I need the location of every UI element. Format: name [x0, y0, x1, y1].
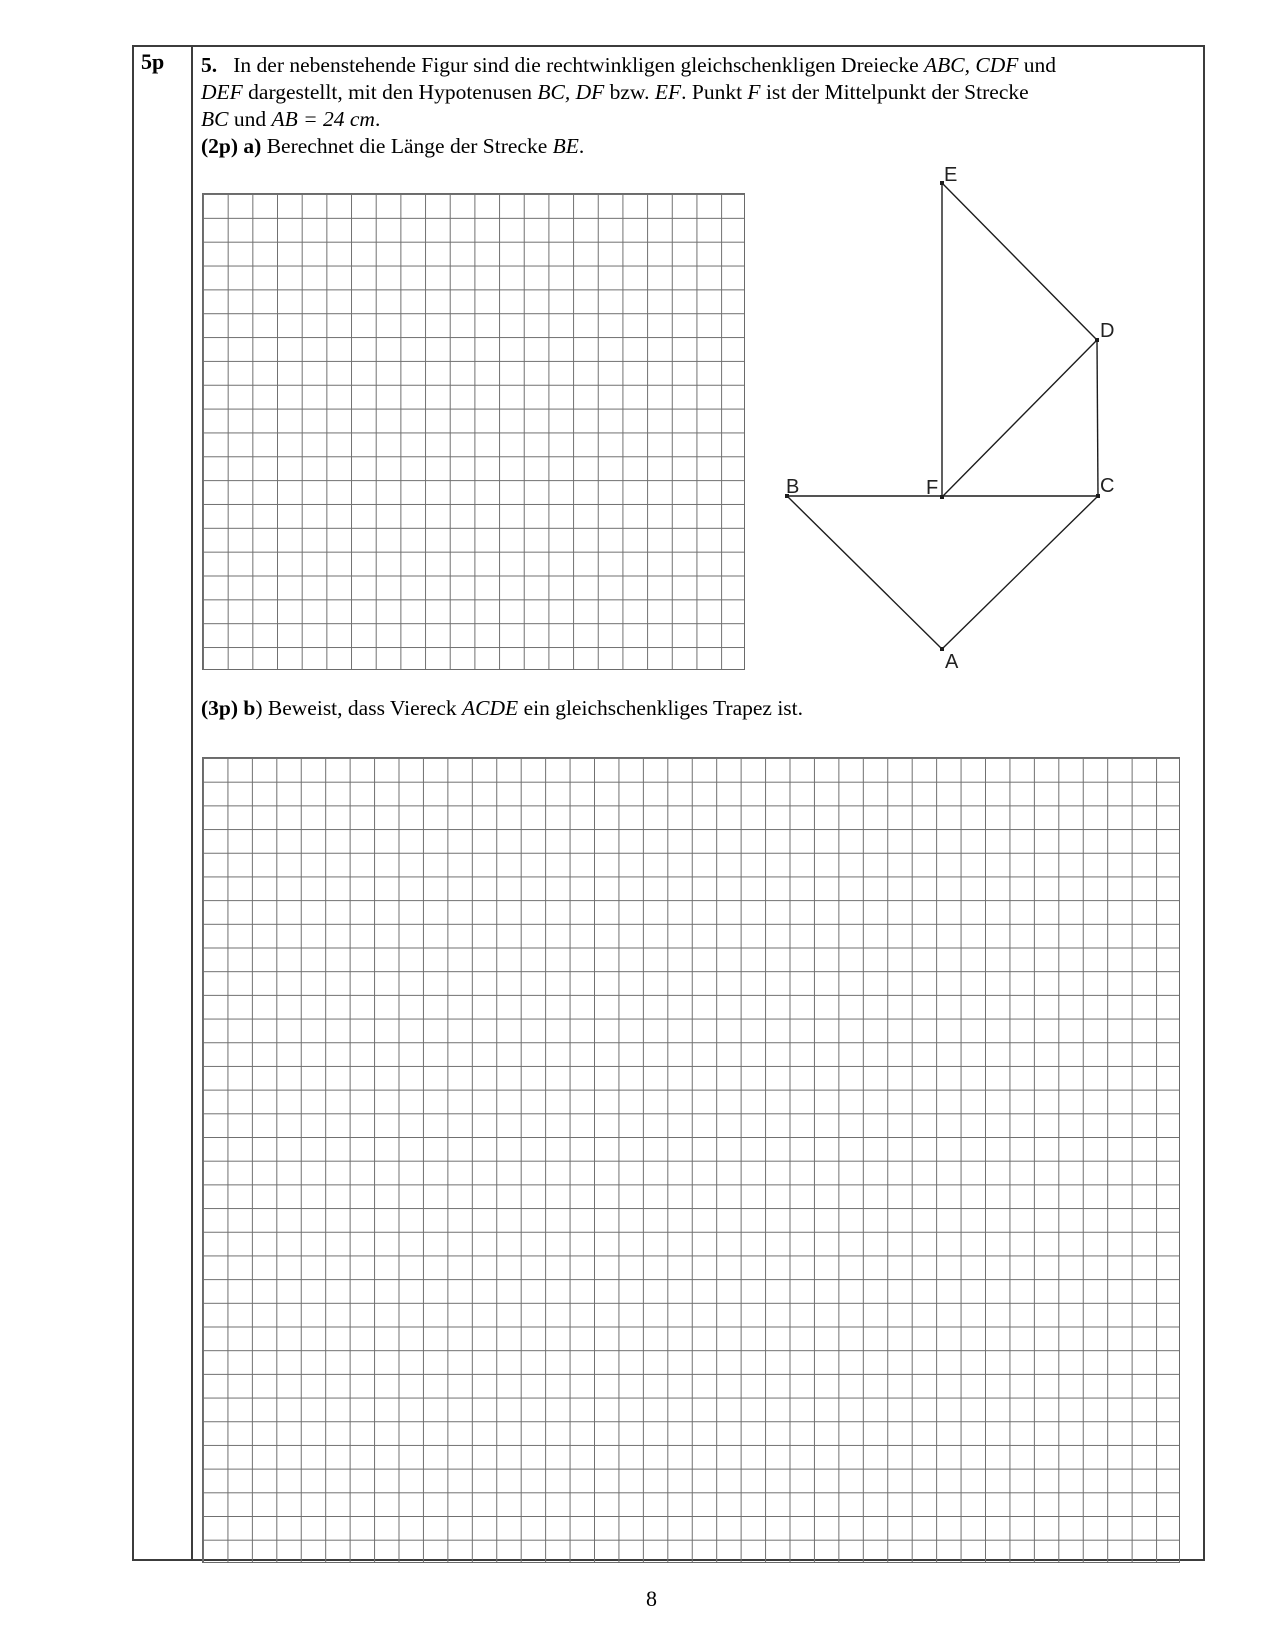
- points-cell: 5p: [141, 49, 165, 74]
- part-b-question: (3p) b) Beweist, dass Viereck ACDE ein gleichschenkliges Trapez ist.: [201, 696, 804, 720]
- answer-grid-part-a: [202, 193, 745, 670]
- segment-DC: [1097, 340, 1098, 496]
- statement-line-1: 5. In der nebenstehende Figur sind die rechtwinkligen gleichschenkligen Dreiecke ABC, CDF und: [201, 53, 1056, 77]
- geometry-figure: [740, 150, 1140, 680]
- part-a-points: (2p) a): [201, 134, 262, 158]
- problem-number: 5.: [201, 53, 218, 77]
- statement-line-3: BC und AB = 24 cm.: [201, 107, 381, 131]
- point-C-label: C: [1100, 475, 1115, 497]
- segment-ED: [942, 183, 1097, 340]
- answer-grid-part-b: [202, 757, 1180, 1563]
- segment-BA: [787, 496, 942, 649]
- point-D-dot: [1095, 338, 1099, 342]
- point-D-label: D: [1100, 320, 1115, 342]
- table-column-divider: [191, 45, 193, 1561]
- point-A-label: A: [945, 651, 959, 673]
- point-F-label: F: [926, 477, 939, 499]
- part-b-points: (3p) b: [201, 696, 256, 720]
- page-number: 8: [646, 1586, 657, 1611]
- segment-CA: [942, 496, 1098, 649]
- statement-line-2: DEF dargestellt, mit den Hypotenusen BC, DF bzw. EF. Punkt F ist der Mittelpunkt der Strecke: [201, 80, 1029, 104]
- segment-FD: [942, 340, 1097, 497]
- point-A-dot: [940, 647, 944, 651]
- point-E-label: E: [944, 164, 958, 186]
- part-a-question: (2p) a) Berechnet die Länge der Strecke BE.: [201, 134, 585, 158]
- point-B-label: B: [786, 476, 800, 498]
- problem-statement: [201, 52, 1056, 160]
- point-F-dot: [940, 495, 944, 499]
